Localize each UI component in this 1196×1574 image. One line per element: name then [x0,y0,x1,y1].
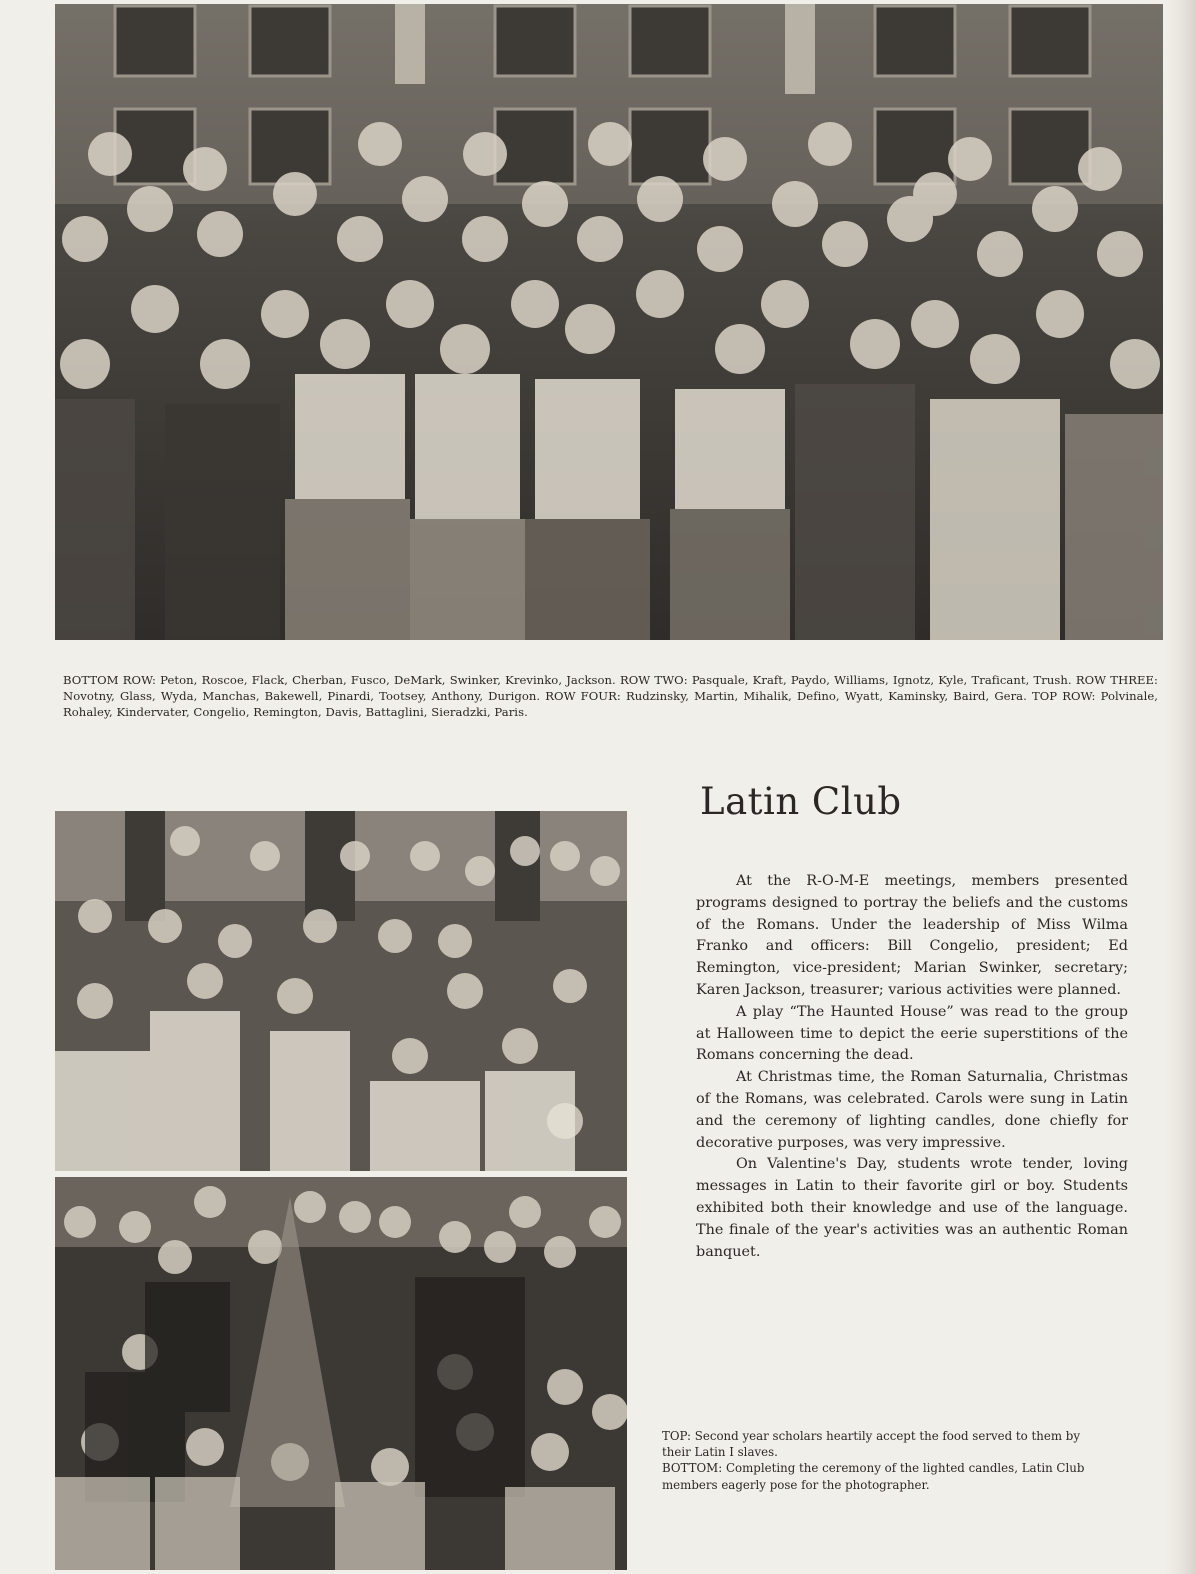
photo-captions [662,1428,1102,1493]
bottom-photo-image [55,1177,627,1570]
top-photo-image [55,811,627,1171]
page-title: Latin Club [700,780,902,823]
article-body [696,871,1128,1263]
bottom-photo [55,1177,627,1570]
group-photo-caption: BOTTOM ROW: Peton, Roscoe, Flack, Cherban, Fusco, DeMark, Swinker, Krevinko, Jackson. ROW TWO: Pasquale, Kraft, Paydo, Williams, Ignotz, Kyle, Traficant, Trush. ROW THREE: Novotny, Glass, Wyda, Manchas, Bakewell, Pinardi, Tootsey, Anthony, Durigon. ROW FOUR: Rudzinsky, Martin, Mihalik, Defino, Wyatt, Kaminsky, Baird, Gera. TOP ROW: Polvinale, Rohaley, Kindervater, Congelio, Remington, Davis, Battaglini, Sieradzki, Paris. [63,672,1158,719]
article-paragraph: On Valentine's Day, students wrote tender, loving messages in Latin to their favorite girl or boy. Students exhibited both their knowledge and use of the language. The finale of the year's activities was an authentic Roman banquet. [696,1156,1128,1260]
article-paragraph: At the R-O-M-E meetings, members presented programs designed to portray the beliefs and the customs of the Romans. Under the leadership of Miss Wilma Franko and officers: Bill Congelio, president; Ed Remington, vice-president; Marian Swinker, secretary; Karen Jackson, treasurer; various activities were planned. [696,873,1128,998]
article-paragraph: At Christmas time, the Roman Saturnalia, Christmas of the Romans, was celebrated. Carols were sung in Latin and the ceremony of lighting candles, done chiefly for decorative purposes, was very impressive. [696,1069,1128,1151]
top-photo [55,811,627,1171]
article-paragraph: A play “The Haunted House” was read to the group at Halloween time to depict the eerie superstitions of the Romans concerning the dead. [696,1003,1128,1064]
bottom-photo-caption: BOTTOM: Completing the ceremony of the lighted candles, Latin Club members eagerly pose for the photographer. [662,1461,1085,1492]
group-photo [55,4,1163,640]
group-photo-image [55,4,1163,640]
page-edge-shadow [1166,0,1196,1574]
top-photo-caption: TOP: Second year scholars heartily accept the food served to them by their Latin I slaves. [662,1429,1080,1460]
